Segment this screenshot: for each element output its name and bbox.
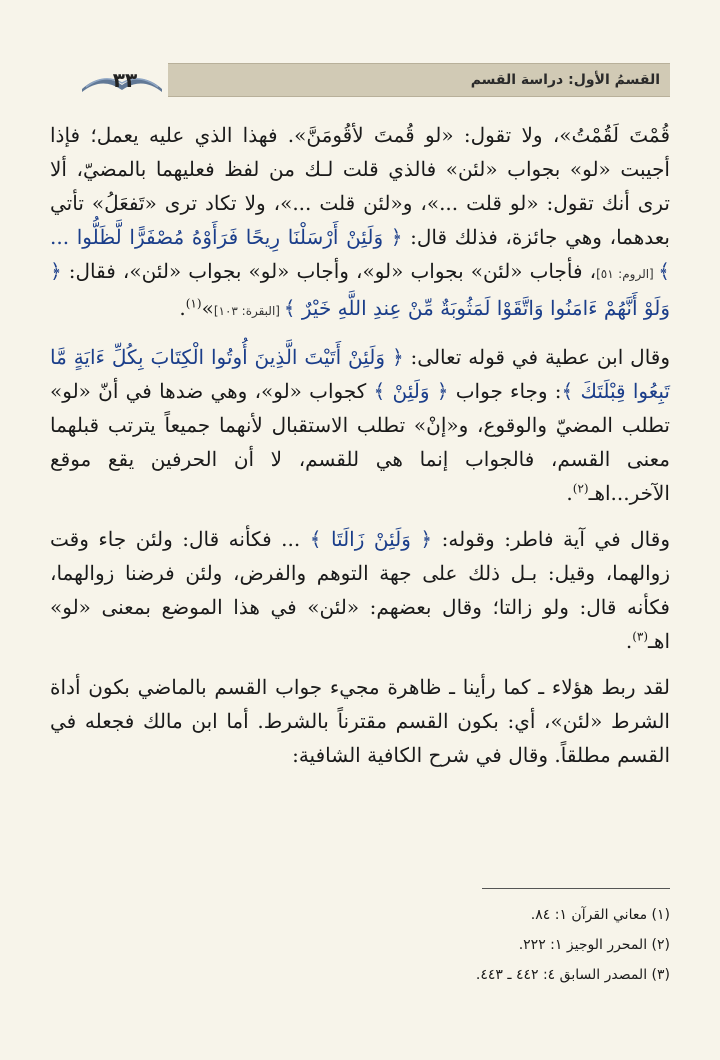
text-run: : وجاء جواب [448,379,562,403]
verse-reference: [الروم: ٥١] [596,267,659,281]
quran-verse: ﴿ وَلَئِنْ أَرْسَلْنَا رِيحًا فَرَأَوْهُ مُصْفَرًّا لَّظَلُّوا ... ﴾ [50,225,670,283]
footnote-divider [482,888,670,889]
text-run: كجواب «لو»، وهي ضدها في أنّ «لو» تطلب المضيّ والوقوع، و«إنْ» تطلب الاستقبال لأنهما جميعاً يترتب قبلهما معنى القسم، فالجواب إنما هي للقسم، لا أن الحرفين يقع موقع الآخر...اهـ [50,379,670,505]
footnote-1: (١) معاني القرآن ١: ٨٤. [530,907,670,923]
text-run: وقال ابن عطية في قوله تعالى: [403,345,671,369]
text-run: قُمْتَ لَقُمْتُ»، ولا تقول: «لو قُمتَ لأقُومَنَّ». فهذا الذي عليه يعمل؛ فإذا أجيبت «لو» بجواب «لئن» فالذي قلت لـك من لفظ فعليهما بالمضيّ، ألا ترى أنك تقول: «لو قلت ...»، و«لئن قلت ...»، ولا تكاد ترى «تَفعَلُ» تأتي بعدهما، وهي جائزة، فذلك قال: [50,123,670,249]
page-header [72,60,670,100]
page-number: ٣٣ [112,68,138,92]
quran-verse: ﴿ وَلَئِنْ زَالَتَا ﴾ [309,527,433,551]
quran-verse: ﴿ وَلَوْ أَنَّهُمْ ءَامَنُوا وَاتَّقَوْا لَمَثُوبَةٌ مِّنْ عِندِ اللَّهِ خَيْرٌ ﴾ [50,259,670,320]
text-run: . [625,629,633,653]
quran-verse: ﴿ وَلَئِنْ ﴾ [373,379,449,403]
text-run: . [179,296,186,320]
paragraph-1 [50,118,670,328]
running-head: القسمُ الأول: دراسة القسم [470,72,660,88]
paragraph-3 [50,522,670,658]
text-run: وقال في آية فاطر: وقوله: [432,527,670,551]
footnote-marker: (٢) [572,481,589,496]
quran-verse: ﴿ وَلَئِنْ أَتَيْتَ الَّذِينَ أُوتُوا الْكِتَابَ بِكُلِّ ءَايَةٍ مَّا تَبِعُوا قِبْلَتَكَ ﴾ [50,345,670,403]
text-run: ، فأجاب «لئن» بجواب «لو»، وأجاب «لو» بجواب «لئن»، فقال: [61,259,597,283]
header-band [168,63,670,97]
footnote-3: (٣) المصدر السابق ٤: ٤٤٢ ـ ٤٤٣. [475,967,670,983]
text-run: » [201,296,214,320]
text-run: لقد ربط هؤلاء ـ كما رأينا ـ ظاهرة مجيء جواب القسم بالماضي بكون أداة الشرط «لئن»، أي: بكون القسم مقترناً بالشرط. أما ابن مالك فجعله في القسم مطلقاً. وقال في شرح الكافية الشافية: [50,675,670,767]
text-run: . [566,481,573,505]
footnote-marker: (١) [185,296,202,311]
text-run: ... فكأنه قال: ولئن جاء وقت زوالهما، وقيل: بـل ذلك على جهة التوهم والفرض، ولئن فرضنا زوالهما، فكأنه قال: ولو زالتا؛ وقال بعضهم: «لئن» في هذا الموضع بمعنى «لو» اهـ [50,527,670,653]
paragraph-2 [50,340,670,510]
verse-reference: [البقرة: ١٠٣] [213,304,284,318]
footnotes [50,900,670,990]
paragraph-4 [50,670,670,772]
page-number-box [72,63,168,97]
body-text [50,118,670,772]
footnote-marker: (٣) [632,629,649,644]
footnote-2: (٢) المحرر الوجيز ١: ٢٢٢. [518,937,670,953]
